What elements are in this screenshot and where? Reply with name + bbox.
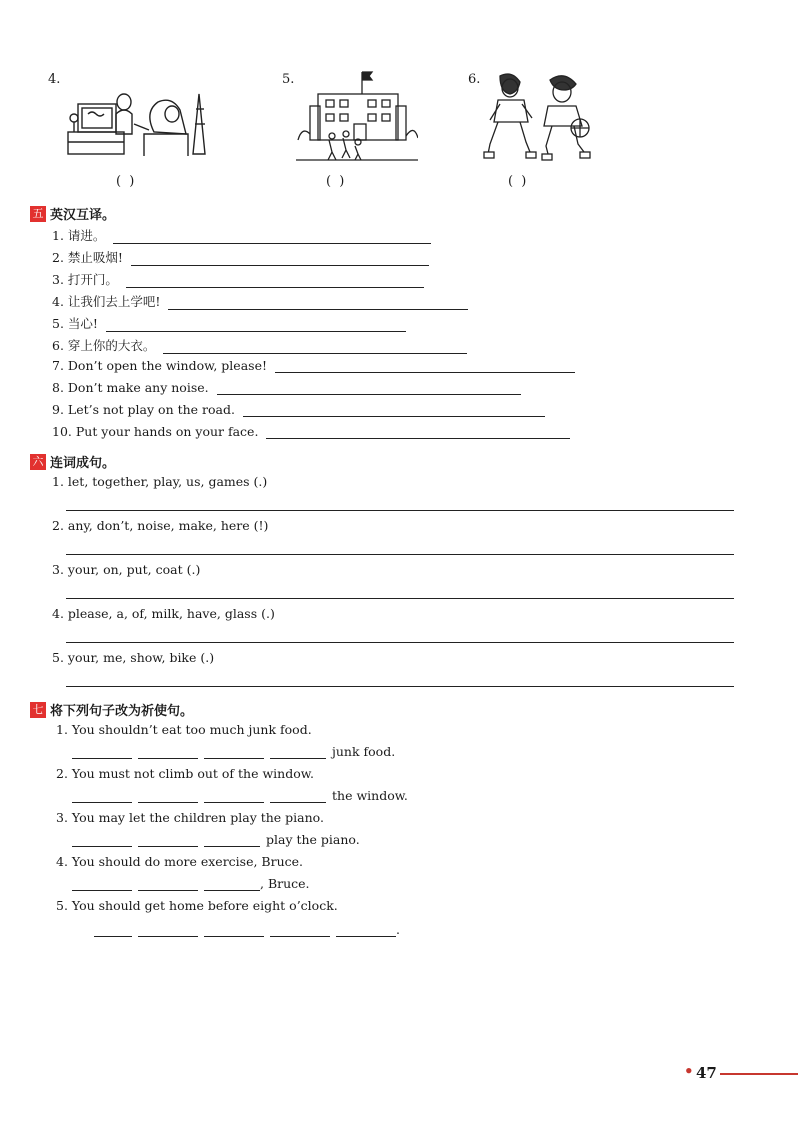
answer-line[interactable] — [66, 686, 734, 687]
school-building-icon — [296, 70, 418, 166]
picture-4-number: 4. — [48, 72, 61, 87]
answer-blank[interactable] — [138, 878, 198, 891]
translate-item-8-text: 8. Don’t make any noise. — [52, 380, 209, 395]
answer-blank[interactable] — [138, 790, 198, 803]
imperative-item-2-answer — [72, 788, 408, 803]
section-5-title: 英汉互译。 — [50, 208, 116, 223]
word-order-item-1: 1. let, together, play, us, games (.) — [52, 474, 268, 489]
imperative-item-5-tail: . — [396, 922, 400, 937]
imperative-item-3-answer — [72, 832, 360, 847]
family-tv-icon — [64, 84, 214, 162]
answer-blank[interactable] — [204, 834, 260, 847]
translate-item-5-text: 5. 当心! — [52, 316, 98, 331]
translate-item-4-text: 4. 让我们去上学吧! — [52, 294, 161, 309]
answer-line[interactable] — [66, 510, 734, 511]
answer-blank[interactable] — [243, 415, 545, 417]
word-order-item-4: 4. please, a, of, milk, have, glass (.) — [52, 606, 275, 621]
answer-blank[interactable] — [131, 264, 429, 266]
imperative-item-4: 4. You should do more exercise, Bruce. — [56, 854, 304, 869]
answer-blank[interactable] — [72, 746, 132, 759]
answer-blank[interactable] — [204, 746, 264, 759]
answer-blank[interactable] — [72, 878, 132, 891]
answer-blank[interactable] — [275, 371, 575, 373]
answer-blank[interactable] — [204, 790, 264, 803]
section-6-heading — [30, 452, 115, 471]
section-5-heading — [30, 204, 115, 223]
imperative-item-4-tail: , Bruce. — [260, 876, 310, 891]
answer-line[interactable] — [66, 554, 734, 555]
translate-item-9 — [52, 402, 545, 417]
translate-item-10-text: 10. Put your hands on your face. — [52, 424, 259, 439]
answer-blank[interactable] — [270, 924, 330, 937]
translate-item-1 — [52, 226, 431, 244]
translate-item-10 — [52, 424, 570, 439]
imperative-item-4-answer — [72, 876, 310, 891]
answer-blank[interactable] — [270, 746, 326, 759]
answer-paren-5: ( ) — [326, 174, 347, 189]
answer-blank[interactable] — [168, 308, 468, 310]
answer-blank[interactable] — [94, 924, 132, 937]
section-6-badge: 六 — [30, 454, 46, 470]
section-7-heading — [30, 700, 193, 719]
answer-blank[interactable] — [72, 834, 132, 847]
translate-item-4 — [52, 292, 468, 310]
word-order-item-2: 2. any, don’t, noise, make, here (!) — [52, 518, 269, 533]
translate-item-3-text: 3. 打开门。 — [52, 272, 118, 287]
answer-blank[interactable] — [126, 286, 424, 288]
imperative-item-2-tail: the window. — [332, 788, 408, 803]
section-5-badge: 五 — [30, 206, 46, 222]
imperative-item-1: 1. You shouldn’t eat too much junk food. — [56, 722, 312, 737]
imperative-item-3: 3. You may let the children play the piano. — [56, 810, 324, 825]
answer-blank[interactable] — [72, 790, 132, 803]
section-7-badge: 七 — [30, 702, 46, 718]
translate-item-1-text: 1. 请进。 — [52, 228, 106, 243]
translate-item-9-text: 9. Let’s not play on the road. — [52, 402, 235, 417]
translate-item-2 — [52, 248, 429, 266]
answer-paren-6: ( ) — [508, 174, 529, 189]
answer-blank[interactable] — [217, 393, 521, 395]
answer-blank[interactable] — [138, 924, 198, 937]
section-6-title: 连词成句。 — [50, 456, 116, 471]
answer-blank[interactable] — [204, 878, 260, 891]
translate-item-5 — [52, 314, 406, 332]
answer-blank[interactable] — [336, 924, 396, 937]
imperative-item-3-tail: play the piano. — [266, 832, 360, 847]
boys-basketball-icon — [482, 72, 602, 162]
answer-blank[interactable] — [106, 330, 406, 332]
answer-line[interactable] — [66, 642, 734, 643]
picture-6-number: 6. — [468, 72, 481, 87]
answer-blank[interactable] — [113, 242, 431, 244]
translate-item-7-text: 7. Don’t open the window, please! — [52, 358, 267, 373]
word-order-item-3: 3. your, on, put, coat (.) — [52, 562, 201, 577]
page-number: 47 — [696, 1064, 717, 1082]
answer-blank[interactable] — [163, 352, 467, 354]
translate-item-8 — [52, 380, 521, 395]
imperative-item-5-answer — [94, 922, 400, 937]
answer-line[interactable] — [66, 598, 734, 599]
word-order-item-5: 5. your, me, show, bike (.) — [52, 650, 215, 665]
imperative-item-1-answer — [72, 744, 395, 759]
section-7-title: 将下列句子改为祈使句。 — [50, 704, 194, 719]
imperative-item-1-tail: junk food. — [332, 744, 396, 759]
picture-5-number: 5. — [282, 72, 295, 87]
translate-item-6 — [52, 336, 467, 354]
translate-item-2-text: 2. 禁止吸烟! — [52, 250, 123, 265]
imperative-item-2: 2. You must not climb out of the window. — [56, 766, 314, 781]
answer-blank[interactable] — [138, 746, 198, 759]
answer-paren-4: ( ) — [116, 174, 137, 189]
page-bullet: • — [684, 1062, 694, 1080]
imperative-item-5: 5. You should get home before eight o’clock. — [56, 898, 338, 913]
answer-blank[interactable] — [266, 437, 570, 439]
translate-item-6-text: 6. 穿上你的大衣。 — [52, 338, 156, 353]
translate-item-7 — [52, 358, 575, 373]
answer-blank[interactable] — [204, 924, 264, 937]
translate-item-3 — [52, 270, 424, 288]
answer-blank[interactable] — [138, 834, 198, 847]
answer-blank[interactable] — [270, 790, 326, 803]
page-accent-rule — [720, 1073, 798, 1075]
